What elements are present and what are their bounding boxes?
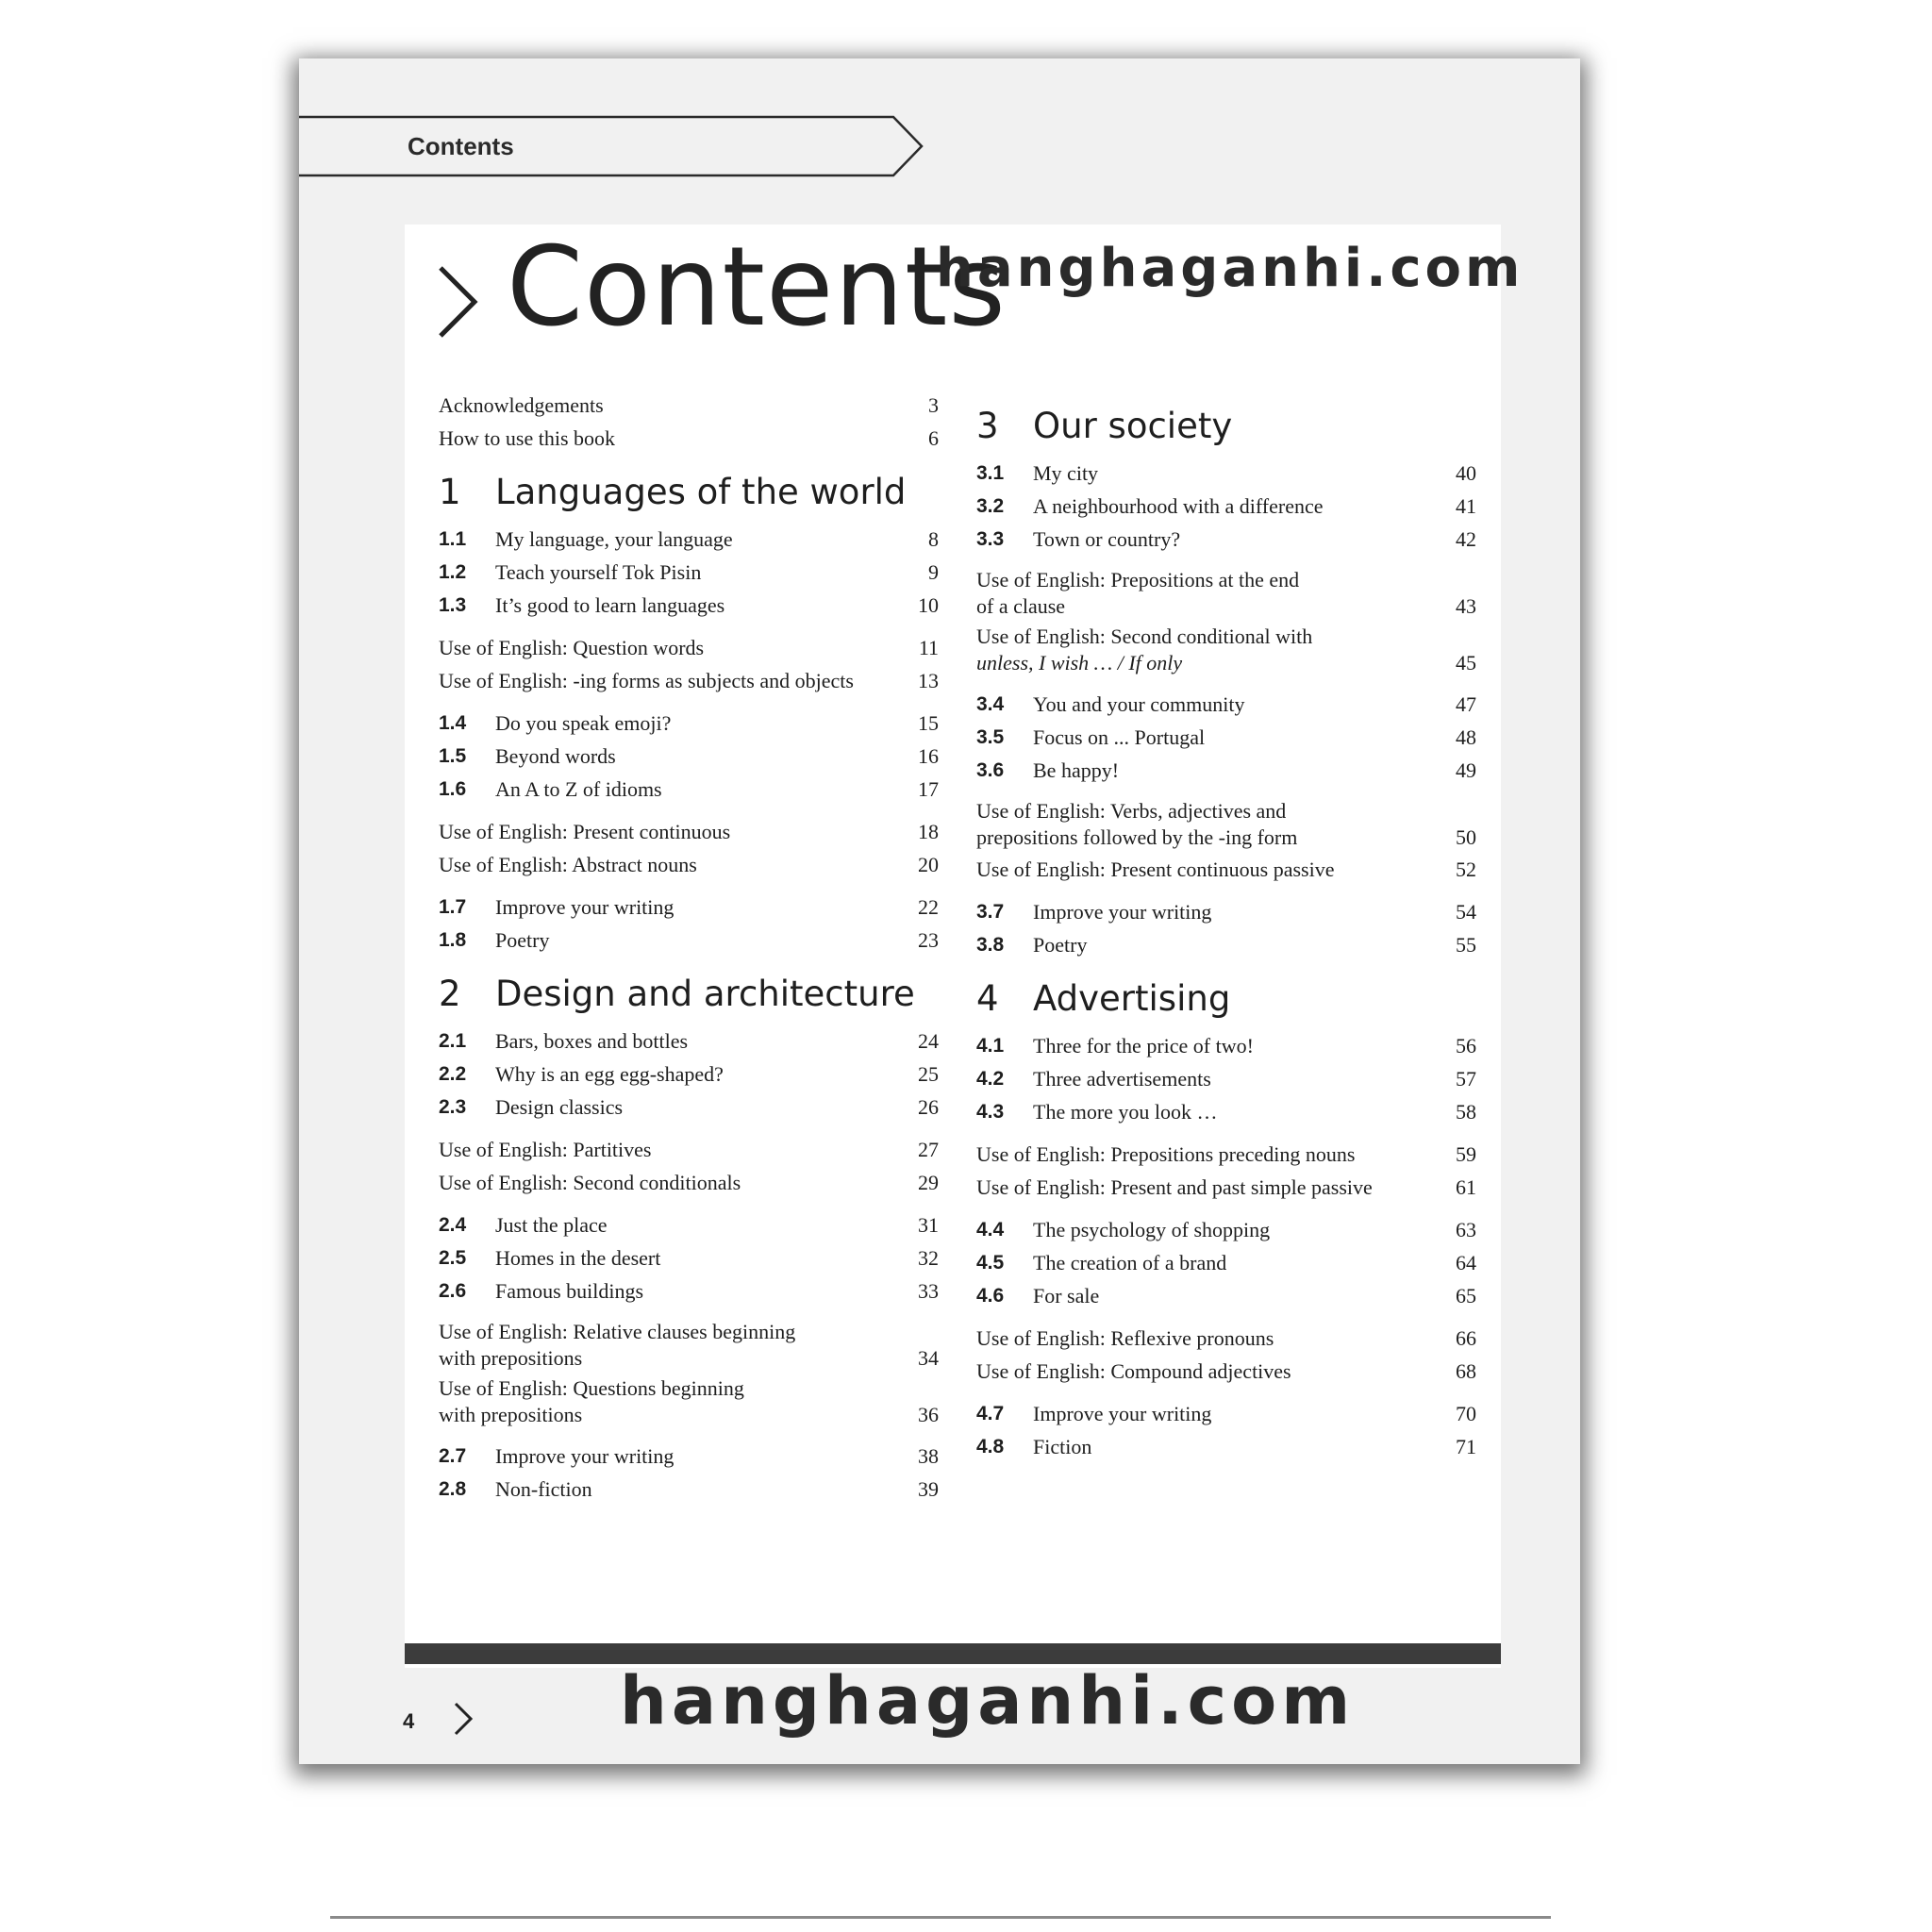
toc-entry <box>976 688 1476 721</box>
section-heading <box>439 462 939 523</box>
page-number: 4 <box>403 1709 415 1733</box>
unit-number: 1.1 <box>439 528 467 550</box>
unit-number: 1.4 <box>439 712 467 734</box>
page-ref: 47 <box>1456 692 1476 716</box>
unit-number: 1.5 <box>439 745 467 767</box>
unit-number: 4.1 <box>976 1035 1005 1057</box>
entry-title: Use of English: Reflexive pronouns <box>976 1326 1274 1350</box>
page-ref: 48 <box>1456 725 1476 749</box>
page-ref: 43 <box>1456 594 1476 618</box>
toc-entry <box>976 754 1476 787</box>
entry-title: Acknowledgements <box>439 393 604 417</box>
watermark: hanghaganhi.com <box>936 238 1524 299</box>
watermark: hanghaganhi.com <box>620 1662 1356 1740</box>
entry-title <box>439 1319 795 1372</box>
page-ref: 27 <box>918 1138 939 1161</box>
page-ref: 13 <box>918 669 939 692</box>
page-ref: 54 <box>1456 900 1476 924</box>
footer-bar <box>405 1643 1501 1664</box>
toc-entry <box>976 796 1476 853</box>
entry-title: For sale <box>1033 1284 1100 1307</box>
page-ref: 16 <box>918 744 939 768</box>
page-ref: 42 <box>1456 527 1476 551</box>
section-title: Languages of the world <box>495 472 907 512</box>
toc-entry <box>439 1208 939 1241</box>
entry-title: Focus on ... Portugal <box>1033 725 1206 749</box>
page-ref: 68 <box>1456 1359 1476 1383</box>
page-ref: 32 <box>918 1246 939 1270</box>
page-ref: 66 <box>1456 1326 1476 1350</box>
entry-title <box>976 624 1312 676</box>
page-ref: 65 <box>1456 1284 1476 1307</box>
toc-entry <box>439 1274 939 1307</box>
entry-title: Three advertisements <box>1033 1067 1211 1091</box>
entry-title: Use of English: -ing forms as subjects and objects <box>439 669 854 692</box>
page-ref: 50 <box>1456 825 1476 849</box>
entry-title: Poetry <box>495 928 550 952</box>
toc-entry <box>439 1440 939 1473</box>
toc-entry <box>976 1171 1476 1204</box>
page-ref: 23 <box>918 928 939 952</box>
page-ref: 11 <box>918 636 939 659</box>
toc-entry <box>976 853 1476 886</box>
toc-entry <box>976 1138 1476 1171</box>
toc-entry <box>976 928 1476 961</box>
page-ref: 17 <box>918 777 939 801</box>
group-gap <box>439 1307 939 1317</box>
section-title: Design and architecture <box>495 974 915 1014</box>
page-ref: 56 <box>1456 1034 1476 1058</box>
section-heading <box>976 396 1476 457</box>
divider-line <box>330 1916 1551 1919</box>
unit-number: 4.2 <box>976 1068 1005 1090</box>
page-ref: 38 <box>918 1444 939 1468</box>
entry-title: Use of English: Abstract nouns <box>439 853 697 876</box>
page-ref: 70 <box>1456 1402 1476 1425</box>
unit-number: 2.3 <box>439 1096 467 1118</box>
group-gap <box>976 678 1476 688</box>
section-title: Our society <box>1033 406 1233 446</box>
unit-number: 2.2 <box>439 1063 467 1085</box>
entry-title: Be happy! <box>1033 758 1120 782</box>
entry-title: Just the place <box>495 1213 608 1237</box>
unit-number: 4.7 <box>976 1403 1005 1424</box>
entry-title: It’s good to learn languages <box>495 593 725 617</box>
toc-entry <box>976 1029 1476 1062</box>
page-ref: 3 <box>928 393 939 417</box>
toc-entry <box>439 740 939 773</box>
unit-number: 1.7 <box>439 896 467 918</box>
group-gap <box>439 1199 939 1208</box>
entry-title-line: with prepositions <box>439 1346 583 1370</box>
group-gap <box>439 1124 939 1133</box>
entry-title: My language, your language <box>495 527 733 551</box>
entry-title: My city <box>1033 461 1099 485</box>
page-ref: 10 <box>918 593 939 617</box>
page-ref: 71 <box>1456 1435 1476 1458</box>
toc-entry <box>439 523 939 556</box>
page-ref: 58 <box>1456 1100 1476 1124</box>
entry-title: Poetry <box>1033 933 1088 957</box>
page-ref: 57 <box>1456 1067 1476 1091</box>
entry-title-line: Use of English: Verbs, adjectives and <box>976 799 1287 823</box>
chevron-right-icon <box>452 1700 475 1738</box>
toc-entry <box>439 1058 939 1091</box>
page-title: Contents <box>507 224 1007 351</box>
toc-entry <box>439 1317 939 1374</box>
unit-number: 3.3 <box>976 528 1005 550</box>
entry-title: Do you speak emoji? <box>495 711 672 735</box>
entry-title: Town or country? <box>1033 527 1181 551</box>
entry-title-line: Use of English: Relative clauses beginning <box>439 1320 796 1343</box>
entry-title: Use of English: Compound adjectives <box>976 1359 1291 1383</box>
toc-entry <box>439 773 939 806</box>
unit-number: 3.8 <box>976 934 1005 956</box>
unit-number: 2.1 <box>439 1030 467 1052</box>
toc-entry <box>976 1279 1476 1312</box>
entry-title <box>976 798 1297 851</box>
toc-entry <box>439 631 939 664</box>
page-ref: 34 <box>918 1346 939 1370</box>
page-ref: 61 <box>1456 1175 1476 1199</box>
page-ref: 25 <box>918 1062 939 1086</box>
toc-entry <box>976 565 1476 622</box>
unit-number: 2.7 <box>439 1445 467 1467</box>
entry-title: Use of English: Partitives <box>439 1138 652 1161</box>
unit-number: 3.5 <box>976 726 1005 748</box>
toc-entry <box>976 1213 1476 1246</box>
group-gap <box>439 806 939 815</box>
section-number: 3 <box>976 406 999 446</box>
toc-entry <box>976 1095 1476 1128</box>
group-gap <box>976 886 1476 895</box>
entry-title: Why is an egg egg-shaped? <box>495 1062 724 1086</box>
toc-entry <box>976 1062 1476 1095</box>
toc-entry <box>439 1473 939 1506</box>
section-heading <box>976 969 1476 1029</box>
entry-title: The more you look … <box>1033 1100 1218 1124</box>
entry-title: An A to Z of idioms <box>495 777 662 801</box>
toc-entry <box>976 1397 1476 1430</box>
group-gap <box>439 697 939 707</box>
entry-title: Teach yourself Tok Pisin <box>495 560 702 584</box>
page-ref: 8 <box>928 527 939 551</box>
entry-title-line: prepositions followed by the -ing form <box>976 825 1298 849</box>
page-ref: 45 <box>1456 651 1476 675</box>
group-gap <box>976 787 1476 796</box>
entry-title: Use of English: Present continuous passive <box>976 858 1335 881</box>
entry-title: How to use this book <box>439 426 615 450</box>
toc-entry <box>976 523 1476 556</box>
entry-title: Fiction <box>1033 1435 1092 1458</box>
page-ref: 59 <box>1456 1142 1476 1166</box>
entry-title: Design classics <box>495 1095 624 1119</box>
section-heading <box>439 964 939 1024</box>
page-ref: 15 <box>918 711 939 735</box>
entry-title <box>439 1375 744 1428</box>
page-ref: 33 <box>918 1279 939 1303</box>
section-number: 4 <box>976 978 999 1019</box>
section-title: Advertising <box>1033 978 1231 1019</box>
page-ref: 36 <box>918 1403 939 1426</box>
toc-entry <box>439 589 939 622</box>
entry-title: Three for the price of two! <box>1033 1034 1254 1058</box>
entry-title-line: with prepositions <box>439 1403 583 1426</box>
unit-number: 4.4 <box>976 1219 1005 1241</box>
page-ref: 9 <box>928 560 939 584</box>
entry-title: Non-fiction <box>495 1477 592 1501</box>
toc-entry <box>439 422 939 455</box>
page-ref: 40 <box>1456 461 1476 485</box>
unit-number: 1.2 <box>439 561 467 583</box>
entry-title: Improve your writing <box>1033 1402 1212 1425</box>
toc-entry <box>439 707 939 740</box>
unit-number: 1.8 <box>439 929 467 951</box>
group-gap <box>439 881 939 891</box>
page-ref: 26 <box>918 1095 939 1119</box>
contents-column-left <box>439 389 939 1506</box>
toc-entry <box>439 815 939 848</box>
group-gap <box>976 1128 1476 1138</box>
entry-title-line: Use of English: Prepositions at the end <box>976 568 1300 591</box>
entry-title: Bars, boxes and bottles <box>495 1029 689 1053</box>
section-number: 1 <box>439 472 461 512</box>
toc-entry <box>976 622 1476 678</box>
toc-entry <box>439 924 939 957</box>
toc-entry <box>439 1374 939 1430</box>
entry-title: Use of English: Prepositions preceding nouns <box>976 1142 1356 1166</box>
toc-entry <box>439 1091 939 1124</box>
entry-title-line: Use of English: Questions beginning <box>439 1376 744 1400</box>
toc-entry <box>976 895 1476 928</box>
page-ref: 39 <box>918 1477 939 1501</box>
toc-entry <box>439 1241 939 1274</box>
entry-title: Homes in the desert <box>495 1246 661 1270</box>
page-ref: 22 <box>918 895 939 919</box>
page-ref: 29 <box>918 1171 939 1194</box>
toc-entry <box>439 1133 939 1166</box>
entry-title: A neighbourhood with a difference <box>1033 494 1324 518</box>
page-ref: 20 <box>918 853 939 876</box>
unit-number: 1.6 <box>439 778 467 800</box>
entry-title-line: unless, I wish … / If only <box>976 651 1183 675</box>
page-ref: 55 <box>1456 933 1476 957</box>
page-ref: 52 <box>1456 858 1476 881</box>
page-ref: 18 <box>918 820 939 843</box>
unit-number: 4.6 <box>976 1285 1005 1307</box>
unit-number: 3.6 <box>976 759 1005 781</box>
group-gap <box>439 1430 939 1440</box>
entry-title: Improve your writing <box>1033 900 1212 924</box>
toc-entry <box>439 848 939 881</box>
unit-number: 4.8 <box>976 1436 1005 1457</box>
entry-title <box>976 567 1299 620</box>
entry-title: The creation of a brand <box>1033 1251 1227 1274</box>
unit-number: 3.2 <box>976 495 1005 517</box>
unit-number: 2.6 <box>439 1280 467 1302</box>
toc-entry <box>439 389 939 422</box>
page-ref: 24 <box>918 1029 939 1053</box>
entry-title: You and your community <box>1033 692 1245 716</box>
toc-entry <box>976 457 1476 490</box>
group-gap <box>976 556 1476 565</box>
page-ref: 64 <box>1456 1251 1476 1274</box>
section-number: 2 <box>439 974 461 1014</box>
unit-number: 3.1 <box>976 462 1005 484</box>
unit-number: 2.4 <box>439 1214 467 1236</box>
toc-entry <box>976 490 1476 523</box>
group-gap <box>976 1204 1476 1213</box>
entry-title: Use of English: Present and past simple passive <box>976 1175 1373 1199</box>
header-tab <box>299 115 941 177</box>
entry-title: Use of English: Second conditionals <box>439 1171 741 1194</box>
unit-number: 3.4 <box>976 693 1005 715</box>
header-label: Contents <box>408 132 514 160</box>
toc-entry <box>439 891 939 924</box>
toc-entry <box>439 556 939 589</box>
unit-number: 2.8 <box>439 1478 467 1500</box>
toc-entry <box>976 1430 1476 1463</box>
toc-entry <box>976 721 1476 754</box>
entry-title-line: Use of English: Second conditional with <box>976 625 1313 648</box>
page-ref: 63 <box>1456 1218 1476 1241</box>
entry-title: Use of English: Present continuous <box>439 820 731 843</box>
unit-number: 4.5 <box>976 1252 1005 1274</box>
group-gap <box>976 1388 1476 1397</box>
unit-number: 4.3 <box>976 1101 1005 1123</box>
entry-title-line: of a clause <box>976 594 1066 618</box>
entry-title: Improve your writing <box>495 1444 675 1468</box>
book-page <box>299 58 1580 1764</box>
toc-entry <box>976 1322 1476 1355</box>
unit-number: 2.5 <box>439 1247 467 1269</box>
chevron-right-icon <box>437 264 480 340</box>
toc-entry <box>439 1024 939 1058</box>
toc-entry <box>439 664 939 697</box>
group-gap <box>976 1312 1476 1322</box>
entry-title: Famous buildings <box>495 1279 644 1303</box>
unit-number: 3.7 <box>976 901 1005 923</box>
page-ref: 41 <box>1456 494 1476 518</box>
entry-title: Beyond words <box>495 744 616 768</box>
toc-entry <box>976 1246 1476 1279</box>
toc-entry <box>976 1355 1476 1388</box>
entry-title: Use of English: Question words <box>439 636 705 659</box>
unit-number: 1.3 <box>439 594 467 616</box>
toc-entry <box>439 1166 939 1199</box>
entry-title: The psychology of shopping <box>1033 1218 1271 1241</box>
page-ref: 31 <box>918 1213 939 1237</box>
page-ref: 49 <box>1456 758 1476 782</box>
page-ref: 6 <box>928 426 939 450</box>
contents-column-right <box>976 389 1476 1463</box>
group-gap <box>439 622 939 631</box>
entry-title: Improve your writing <box>495 895 675 919</box>
